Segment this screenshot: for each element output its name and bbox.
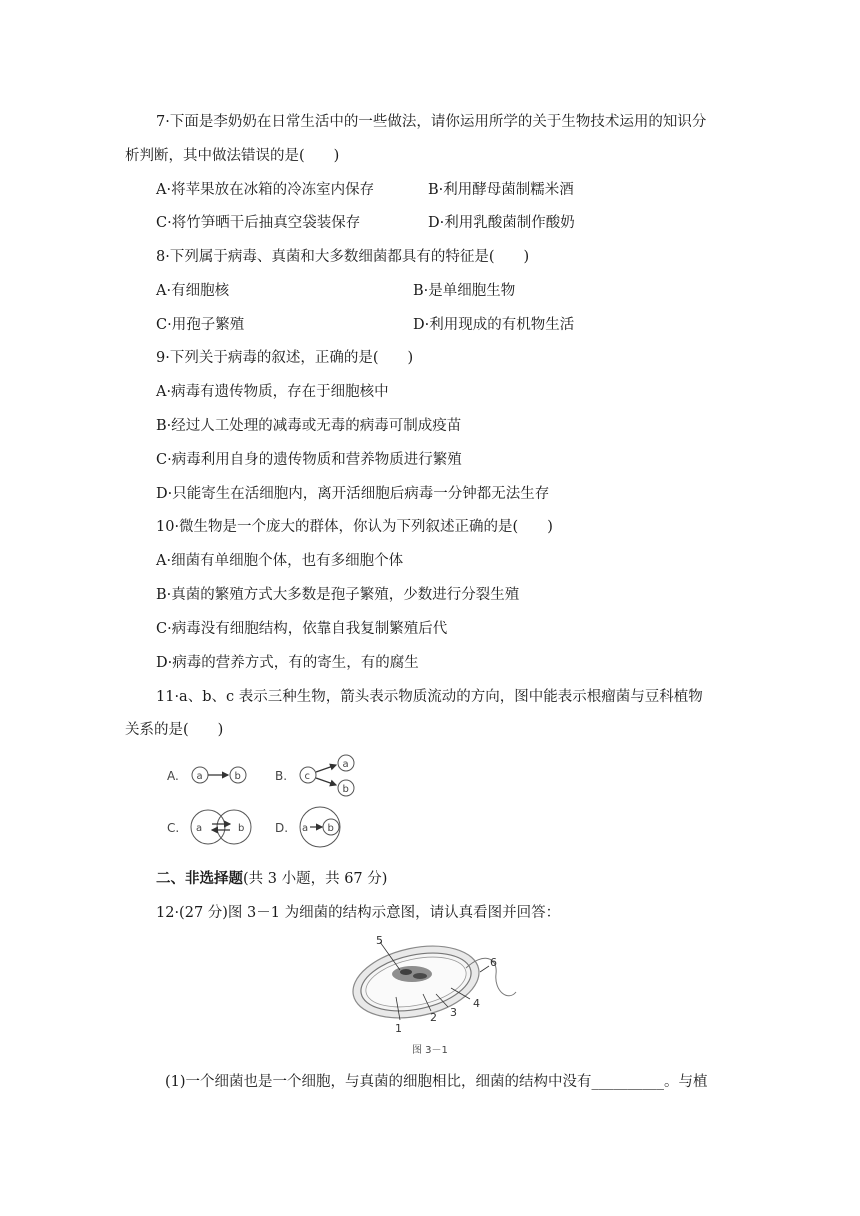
q9-option-b: B·经过人工处理的减毒或无毒的病毒可制成疫苗 — [156, 418, 462, 434]
q11-b-label: B. — [275, 769, 288, 783]
q7-option-a: A·将苹果放在冰箱的冷冻室内保存 — [156, 182, 375, 198]
q11-d-label: D. — [275, 821, 289, 835]
q11-diagram-a — [167, 767, 246, 783]
q9-stem: 9·下列关于病毒的叙述，正确的是( ) — [156, 350, 414, 366]
node-circle — [217, 810, 251, 844]
q11-diagram-b — [275, 755, 354, 796]
q10-stem: 10·微生物是一个庞大的群体，你认为下列叙述正确的是( ) — [156, 519, 553, 535]
q11-option-diagrams — [160, 750, 370, 850]
figure-label-1: 1 — [395, 1022, 402, 1035]
section2-title: 二、非选择题 — [156, 870, 243, 887]
q11-d-node2: b — [327, 823, 334, 834]
q10-option-d: D·病毒的营养方式，有的寄生，有的腐生 — [156, 655, 419, 671]
flow-arrow — [316, 778, 336, 785]
dna-cluster — [413, 973, 427, 979]
q11-stem-line1: 11·a、b、c 表示三种生物，箭头表示物质流动的方向，图中能表示根瘤菌与豆科植物 — [156, 689, 703, 705]
q11-a-label: A. — [167, 769, 179, 783]
section2-heading — [156, 869, 387, 889]
q11-b-node2: a — [342, 759, 349, 770]
q11-a-node1: a — [196, 771, 203, 782]
figure-label-5: 5 — [376, 934, 383, 947]
q9-option-a: A·病毒有遗传物质，存在于细胞核中 — [156, 384, 389, 400]
figure-label-6: 6 — [490, 956, 497, 969]
q12-sub1: (1)一个细菌也是一个细胞，与真菌的细胞相比，细菌的结构中没有__________。与植 — [165, 1074, 708, 1090]
q9-option-c: C·病毒利用自身的遗传物质和营养物质进行繁殖 — [156, 452, 462, 468]
q9-option-d: D·只能寄生在活细胞内，离开活细胞后病毒一分钟都无法生存 — [156, 486, 550, 502]
q8-option-a: A·有细胞核 — [156, 283, 230, 299]
figure-label-3: 3 — [450, 1006, 457, 1019]
q7-option-c: C·将竹笋晒干后抽真空袋装保存 — [156, 215, 361, 231]
q8-stem: 8·下列属于病毒、真菌和大多数细菌都具有的特征是( ) — [156, 249, 530, 265]
q11-c-node1: a — [196, 823, 203, 834]
q8-option-b: B·是单细胞生物 — [413, 283, 516, 299]
q11-a-node2: b — [234, 771, 241, 782]
q11-stem-line2: 关系的是( ) — [125, 722, 224, 738]
q8-option-d: D·利用现成的有机物生活 — [413, 317, 575, 333]
q11-b-node1: c — [304, 771, 310, 782]
dna-region — [392, 966, 432, 982]
q11-diagram-d — [275, 807, 340, 847]
bacterium-structure-figure — [348, 932, 518, 1062]
dna-cluster — [400, 969, 412, 975]
figure-label-2: 2 — [430, 1011, 437, 1024]
q11-d-node1: a — [302, 823, 309, 834]
figure-label-4: 4 — [473, 997, 480, 1010]
section2-note: (共 3 小题，共 67 分) — [243, 871, 388, 887]
q10-option-c: C·病毒没有细胞结构，依靠自我复制繁殖后代 — [156, 621, 448, 637]
q8-option-c: C·用孢子繁殖 — [156, 317, 245, 333]
q7-option-d: D·利用乳酸菌制作酸奶 — [428, 215, 575, 231]
dna-mass — [392, 966, 432, 982]
q7-option-b: B·利用酵母菌制糯米酒 — [428, 182, 574, 198]
q10-option-a: A·细菌有单细胞个体，也有多细胞个体 — [156, 553, 404, 569]
q10-option-b: B·真菌的繁殖方式大多数是孢子繁殖，少数进行分裂生殖 — [156, 587, 520, 603]
flow-arrow — [316, 765, 336, 772]
q11-diagram-c — [167, 810, 251, 844]
q11-c-node2: b — [238, 823, 245, 834]
q11-b-node3: b — [342, 784, 349, 795]
figure-caption: 图 3－1 — [412, 1045, 448, 1056]
leader-line — [480, 966, 489, 972]
q7-stem-line1: 7·下面是李奶奶在日常生活中的一些做法，请你运用所学的关于生物技术运用的知识分 — [156, 114, 707, 130]
q7-stem-line2: 析判断，其中做法错误的是( ) — [125, 148, 340, 164]
q12-stem: 12·(27 分)图 3－1 为细菌的结构示意图，请认真看图并回答： — [156, 905, 561, 921]
q11-c-label: C. — [167, 821, 180, 835]
